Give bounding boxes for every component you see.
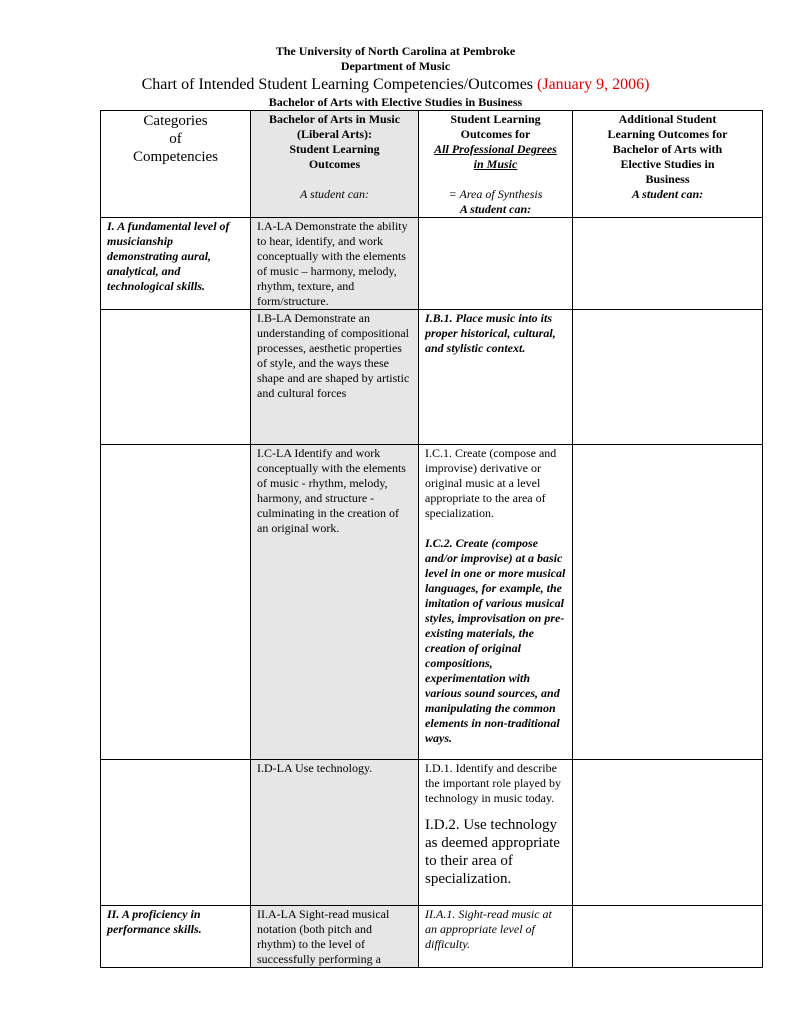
- university-name: The University of North Carolina at Pembroke: [275, 44, 516, 58]
- row4-prof: [419, 760, 573, 906]
- row4-la: I.D-LA Use technology.: [251, 760, 419, 906]
- table-row: [101, 445, 763, 760]
- degree-name: Bachelor of Arts with Elective Studies in Business: [268, 95, 523, 109]
- header-additional: Additional Student Learning Outcomes for Bachelor of Arts with Elective Studies in Business A student can:: [573, 111, 763, 218]
- row4-category: [101, 760, 251, 906]
- header-la-sub: A student can:: [299, 187, 370, 201]
- row1-add: [573, 218, 763, 310]
- row3-prof-1: I.C.1. Create (compose and improvise) derivative or original music at a level appropriate to the area of specialization.: [425, 446, 557, 520]
- table-row: [101, 906, 763, 968]
- row4-prof-2: I.D.2. Use technology as deemed appropriate to their area of specialization.: [425, 817, 560, 887]
- row5-category: II. A proficiency in performance skills.: [101, 906, 251, 968]
- table-row: [101, 760, 763, 906]
- row3-category: [101, 445, 251, 760]
- row5-prof: II.A.1. Sight-read music at an appropriate level of difficulty.: [419, 906, 573, 968]
- row1-la: I.A-LA Demonstrate the ability to hear, identify, and work conceptually with the elements of music – harmony, melody, rhythm, texture, and form/structure.: [251, 218, 419, 310]
- row2-category: [101, 310, 251, 445]
- row1-prof: [419, 218, 573, 310]
- row5-la: II.A-LA Sight-read musical notation (both pitch and rhythm) to the level of successfully performing a: [251, 906, 419, 968]
- department-name: Department of Music: [340, 59, 451, 73]
- table-row: [101, 310, 763, 445]
- row5-add: [573, 906, 763, 968]
- chart-date: (January 9, 2006): [537, 76, 650, 93]
- row3-add: [573, 445, 763, 760]
- table-header-row: [101, 111, 763, 218]
- row4-prof-1: I.D.1. Identify and describe the important role played by technology in music today.: [425, 761, 561, 805]
- competencies-table: [100, 110, 763, 968]
- row2-la: I.B-LA Demonstrate an understanding of compositional processes, aesthetic properties of style, and the ways these shape and are shaped by artistic and cultural forces: [251, 310, 419, 445]
- header-liberal-arts: Bachelor of Arts in Music (Liberal Arts): Student Learning Outcomes A student can:: [251, 111, 419, 218]
- header-synthesis: = Area of Synthesis: [448, 187, 543, 201]
- row2-add: [573, 310, 763, 445]
- row3-prof: [419, 445, 573, 760]
- table-row: [101, 218, 763, 310]
- header-professional: Student Learning Outcomes for All Professional Degrees in Music = Area of Synthesis A student can:: [419, 111, 573, 218]
- chart-title-text: Chart of Intended Student Learning Competencies/Outcomes: [141, 76, 534, 93]
- row3-la: I.C-LA Identify and work conceptually with the elements of music - rhythm, melody, harmony, and structure - culminating in the creation of an original work.: [251, 445, 419, 760]
- header-prof-sub: A student can:: [459, 202, 532, 216]
- row1-category: I. A fundamental level of musicianship demonstrating aural, analytical, and technological skills.: [101, 218, 251, 310]
- header-categories: Categories of Competencies: [101, 111, 251, 218]
- row3-prof-2: I.C.2. Create (compose and/or improvise) at a basic level in one or more musical languages, for example, the imitation of various musical styles, improvisation on pre-existing materials, the creation of original compositions, experimentation with various sound sources, and manipulating the common elements in non-traditional ways.: [425, 536, 566, 745]
- chart-title: [0, 75, 791, 95]
- header-add-sub: A student can:: [631, 187, 704, 201]
- document-header: [0, 44, 791, 110]
- row4-add: [573, 760, 763, 906]
- row2-prof: I.B.1. Place music into its proper historical, cultural, and stylistic context.: [419, 310, 573, 445]
